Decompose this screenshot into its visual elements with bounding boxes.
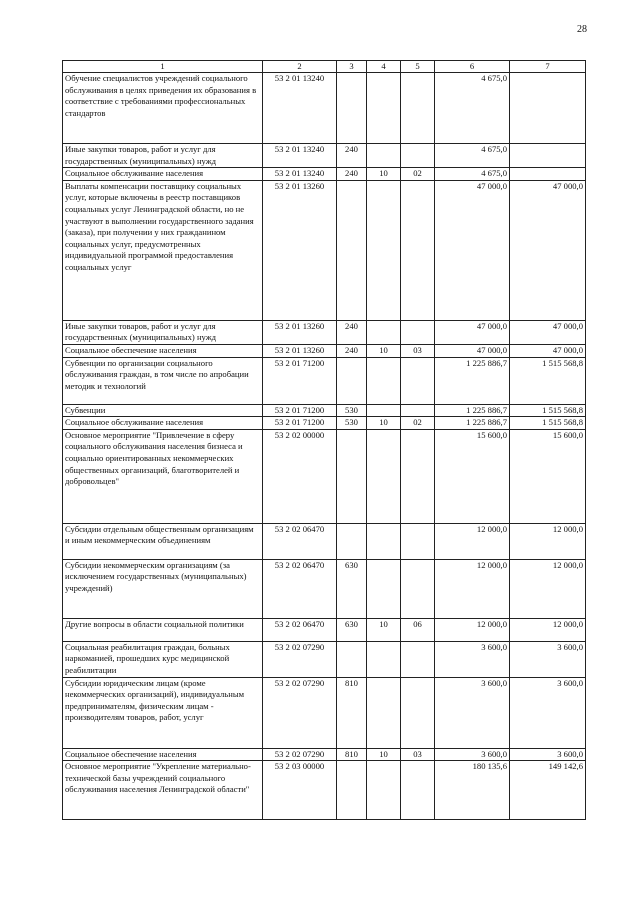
cell-v7 [510, 144, 586, 168]
cell-v6: 12 000,0 [435, 523, 510, 559]
cell-code: 53 2 01 13240 [263, 73, 337, 144]
cell-c5 [401, 404, 435, 417]
cell-c5: 06 [401, 618, 435, 641]
cell-code: 53 2 01 71200 [263, 417, 337, 430]
cell-name: Социальное обеспечение населения [63, 344, 263, 357]
cell-name: Субвенции [63, 404, 263, 417]
cell-v7: 1 515 568,8 [510, 357, 586, 404]
cell-v6: 1 225 886,7 [435, 417, 510, 430]
column-header: 2 [263, 61, 337, 73]
table-row [63, 761, 586, 820]
table-row [63, 677, 586, 748]
table-row [63, 559, 586, 618]
cell-c3 [337, 761, 367, 820]
cell-c5 [401, 144, 435, 168]
cell-name: Социальное обслуживание населения [63, 168, 263, 181]
cell-c4 [367, 320, 401, 344]
cell-c4 [367, 429, 401, 523]
cell-code: 53 2 01 13260 [263, 344, 337, 357]
cell-c4: 10 [367, 344, 401, 357]
cell-c4 [367, 73, 401, 144]
cell-v7: 15 600,0 [510, 429, 586, 523]
cell-name: Основное мероприятие "Привлечение в сферу социального обслуживания населения бизнеса и социально ориентированных некоммерческих общественных организаций, благотворителей и добровольцев" [63, 429, 263, 523]
cell-c4: 10 [367, 168, 401, 181]
table-row [63, 748, 586, 761]
cell-c4 [367, 559, 401, 618]
table-row [63, 417, 586, 430]
cell-name: Социальная реабилитация граждан, больных наркоманией, прошедших курс медицинской реабилитации [63, 641, 263, 677]
cell-c3: 530 [337, 404, 367, 417]
cell-name: Выплаты компенсации поставщику социальных услуг, которые включены в реестр поставщиков социальных услуг Ленинградской области, но не участвуют в выполнении государственного задания (заказа), при получении у них гражданином социальных услуг, предусмотренных индивидуальной программой предоставления социальных услуг [63, 180, 263, 320]
cell-c4: 10 [367, 618, 401, 641]
cell-c5 [401, 357, 435, 404]
cell-v6: 12 000,0 [435, 618, 510, 641]
cell-v7: 47 000,0 [510, 320, 586, 344]
cell-name: Иные закупки товаров, работ и услуг для государственных (муниципальных) нужд [63, 320, 263, 344]
cell-c5: 03 [401, 748, 435, 761]
cell-code: 53 2 01 13240 [263, 168, 337, 181]
cell-c5 [401, 677, 435, 748]
cell-c5 [401, 641, 435, 677]
cell-c5 [401, 320, 435, 344]
cell-code: 53 2 02 07290 [263, 748, 337, 761]
cell-v7: 3 600,0 [510, 748, 586, 761]
table-row [63, 168, 586, 181]
cell-v6: 47 000,0 [435, 344, 510, 357]
cell-v6: 1 225 886,7 [435, 404, 510, 417]
cell-v7 [510, 168, 586, 181]
cell-c3: 240 [337, 344, 367, 357]
column-header: 3 [337, 61, 367, 73]
cell-c3 [337, 73, 367, 144]
cell-name: Субвенции по организации социального обслуживания граждан, в том числе по апробации методик и технологий [63, 357, 263, 404]
table-row [63, 144, 586, 168]
cell-v6: 3 600,0 [435, 641, 510, 677]
cell-v7: 3 600,0 [510, 641, 586, 677]
table-row [63, 73, 586, 144]
cell-v6: 4 675,0 [435, 168, 510, 181]
cell-name: Иные закупки товаров, работ и услуг для государственных (муниципальных) нужд [63, 144, 263, 168]
cell-c3 [337, 523, 367, 559]
cell-v7: 12 000,0 [510, 559, 586, 618]
cell-code: 53 2 01 71200 [263, 404, 337, 417]
cell-name: Субсидии некоммерческим организациям (за исключением государственных (муниципальных) учреждений) [63, 559, 263, 618]
cell-c3 [337, 641, 367, 677]
table-row [63, 429, 586, 523]
table-row [63, 641, 586, 677]
cell-c3 [337, 357, 367, 404]
cell-c5 [401, 761, 435, 820]
cell-v7: 149 142,6 [510, 761, 586, 820]
cell-code: 53 2 02 07290 [263, 677, 337, 748]
cell-name: Основное мероприятие "Укрепление материально- технической базы учреждений социального обслуживания населения Ленинградской области" [63, 761, 263, 820]
cell-v6: 47 000,0 [435, 320, 510, 344]
cell-code: 53 2 01 13240 [263, 144, 337, 168]
cell-c3 [337, 180, 367, 320]
cell-name: Социальное обеспечение населения [63, 748, 263, 761]
cell-c3: 810 [337, 748, 367, 761]
cell-name: Социальное обслуживание населения [63, 417, 263, 430]
cell-code: 53 2 02 07290 [263, 641, 337, 677]
cell-v7: 12 000,0 [510, 618, 586, 641]
cell-c3: 240 [337, 168, 367, 181]
cell-v6: 3 600,0 [435, 748, 510, 761]
cell-c5: 03 [401, 344, 435, 357]
cell-v7: 47 000,0 [510, 180, 586, 320]
table-row [63, 344, 586, 357]
cell-c4 [367, 761, 401, 820]
table-row [63, 180, 586, 320]
header-row [63, 61, 586, 73]
cell-c4 [367, 404, 401, 417]
cell-name: Обучение специалистов учреждений социального обслуживания в целях приведения их образования в соответствие с требованиями профессиональных стандартов [63, 73, 263, 144]
cell-v6: 47 000,0 [435, 180, 510, 320]
cell-c3 [337, 429, 367, 523]
column-header: 6 [435, 61, 510, 73]
cell-c5 [401, 73, 435, 144]
cell-code: 53 2 01 13260 [263, 320, 337, 344]
cell-v6: 15 600,0 [435, 429, 510, 523]
cell-c5 [401, 559, 435, 618]
cell-c4 [367, 523, 401, 559]
cell-c4 [367, 144, 401, 168]
cell-code: 53 2 02 00000 [263, 429, 337, 523]
cell-v6: 180 135,6 [435, 761, 510, 820]
cell-v6: 4 675,0 [435, 73, 510, 144]
cell-v6: 4 675,0 [435, 144, 510, 168]
cell-c3: 240 [337, 144, 367, 168]
cell-c4 [367, 677, 401, 748]
cell-code: 53 2 02 06470 [263, 559, 337, 618]
cell-c5: 02 [401, 417, 435, 430]
table-row [63, 618, 586, 641]
cell-c5 [401, 429, 435, 523]
cell-v6: 3 600,0 [435, 677, 510, 748]
table-row [63, 357, 586, 404]
cell-c4 [367, 641, 401, 677]
table-row [63, 523, 586, 559]
cell-c5: 02 [401, 168, 435, 181]
cell-code: 53 2 03 00000 [263, 761, 337, 820]
cell-c3: 810 [337, 677, 367, 748]
cell-v7 [510, 73, 586, 144]
column-header: 7 [510, 61, 586, 73]
cell-code: 53 2 02 06470 [263, 523, 337, 559]
cell-c3: 630 [337, 559, 367, 618]
cell-c4: 10 [367, 748, 401, 761]
cell-c4: 10 [367, 417, 401, 430]
table-row [63, 404, 586, 417]
cell-c5 [401, 523, 435, 559]
budget-table [62, 60, 586, 820]
cell-c4 [367, 357, 401, 404]
cell-v6: 1 225 886,7 [435, 357, 510, 404]
cell-code: 53 2 01 13260 [263, 180, 337, 320]
table-row [63, 320, 586, 344]
cell-c3: 630 [337, 618, 367, 641]
cell-v7: 1 515 568,8 [510, 404, 586, 417]
cell-v7: 1 515 568,8 [510, 417, 586, 430]
column-header: 5 [401, 61, 435, 73]
column-header: 4 [367, 61, 401, 73]
cell-c3: 240 [337, 320, 367, 344]
cell-code: 53 2 02 06470 [263, 618, 337, 641]
cell-c3: 530 [337, 417, 367, 430]
cell-v7: 47 000,0 [510, 344, 586, 357]
cell-v7: 3 600,0 [510, 677, 586, 748]
cell-name: Субсидии юридическим лицам (кроме некоммерческих организаций), индивидуальным предпринимателям, физическим лицам - производителям товаров, работ, услуг [63, 677, 263, 748]
cell-code: 53 2 01 71200 [263, 357, 337, 404]
cell-c4 [367, 180, 401, 320]
cell-name: Субсидии отдельным общественным организациям и иным некоммерческим объединениям [63, 523, 263, 559]
page-number: 28 [577, 24, 587, 35]
cell-name: Другие вопросы в области социальной политики [63, 618, 263, 641]
cell-c5 [401, 180, 435, 320]
column-header: 1 [63, 61, 263, 73]
cell-v6: 12 000,0 [435, 559, 510, 618]
cell-v7: 12 000,0 [510, 523, 586, 559]
